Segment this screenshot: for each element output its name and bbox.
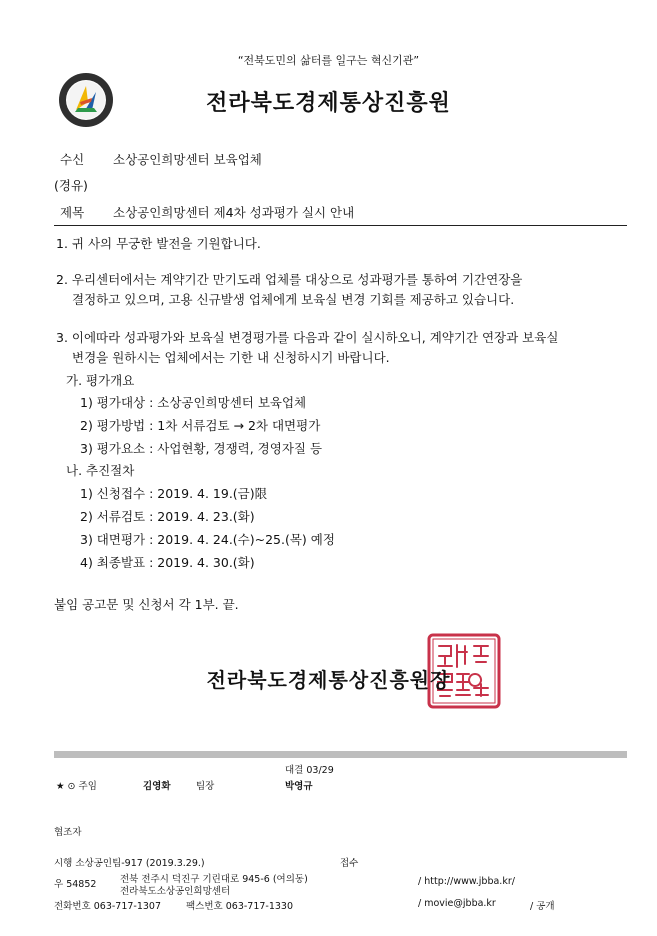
organization-name: 전라북도경제통상진흥원	[206, 91, 451, 116]
disclosure-status: / 공개	[530, 901, 555, 912]
paragraph-1: 1. 귀 사의 무궁한 발전을 기원합니다.	[56, 236, 261, 251]
approver-role-1: ★ ⊙ 주임	[56, 781, 97, 792]
cooperator-label: 협조자	[54, 827, 82, 838]
approver-name-2: 박영규	[285, 781, 313, 792]
approval-date: 대결 03/29	[285, 765, 334, 776]
section-b-heading: 나. 추진절차	[66, 463, 135, 478]
section-a-item: 2) 평가방법 : 1차 서류검토 → 2차 대면평가	[80, 418, 321, 433]
paragraph-2-line-2: 결정하고 있으며, 고용 신규발생 업체에게 보육실 변경 기회를 제공하고 있습니다.	[72, 292, 515, 307]
paragraph-3-line-1: 3. 이에따라 성과평가와 보육실 변경평가를 다음과 같이 실시하오니, 계약기간 연장과 보육실	[56, 330, 559, 345]
via-label: (경유)	[54, 178, 88, 193]
section-a-heading: 가. 평가개요	[66, 373, 135, 388]
section-b-item: 3) 대면평가 : 2019. 4. 24.(수)~25.(목) 예정	[80, 532, 335, 547]
signature-title: 전라북도경제통상진흥원장	[206, 668, 451, 692]
section-a-item: 1) 평가대상 : 소상공인희망센터 보육업체	[80, 395, 307, 410]
section-a-item: 3) 평가요소 : 사업현황, 경쟁력, 경영자질 등	[80, 441, 323, 456]
approver-role-2: 팀장	[196, 781, 215, 792]
section-b-item: 2) 서류검토 : 2019. 4. 23.(화)	[80, 509, 255, 524]
header-divider	[54, 225, 627, 226]
subject-value: 소상공인희망센터 제4차 성과평가 실시 안내	[113, 205, 355, 220]
postal-code: 우 54852	[54, 879, 97, 890]
section-b-item: 1) 신청접수 : 2019. 4. 19.(금)限	[80, 486, 268, 501]
enforcement-number: 시행 소상공인팀-917 (2019.3.29.)	[54, 858, 205, 869]
attachment-line: 붙임 공고문 및 신청서 각 1부. 끝.	[54, 597, 239, 612]
address-line-2: 전라북도소상공인희망센터	[120, 886, 231, 897]
approver-name-1: 김영화	[143, 781, 171, 792]
approval-bar	[54, 751, 627, 758]
recipient-value: 소상공인희망센터 보육업체	[113, 152, 262, 167]
receipt-label: 접수	[340, 858, 359, 869]
paragraph-2-line-1: 2. 우리센터에서는 계약기간 만기도래 업체를 대상으로 성과평가를 통하여 기간연장을	[56, 272, 523, 287]
paragraph-3-line-2: 변경을 원하시는 업체에서는 기한 내 신청하시기 바랍니다.	[72, 350, 390, 365]
address-line-1: 전북 전주시 덕진구 기린대로 945-6 (여의동)	[120, 874, 308, 885]
website-link[interactable]: / http://www.jbba.kr/	[418, 876, 515, 887]
fax-number: 팩스번호 063-717-1330	[186, 901, 294, 912]
recipient-label: 수신	[60, 152, 85, 167]
email-link[interactable]: / movie@jbba.kr	[418, 898, 496, 909]
phone-number: 전화번호 063-717-1307	[54, 901, 162, 912]
slogan: “전북도민의 삶터를 일구는 혁신기관”	[237, 54, 420, 67]
section-b-item: 4) 최종발표 : 2019. 4. 30.(화)	[80, 555, 255, 570]
subject-label: 제목	[60, 205, 85, 220]
